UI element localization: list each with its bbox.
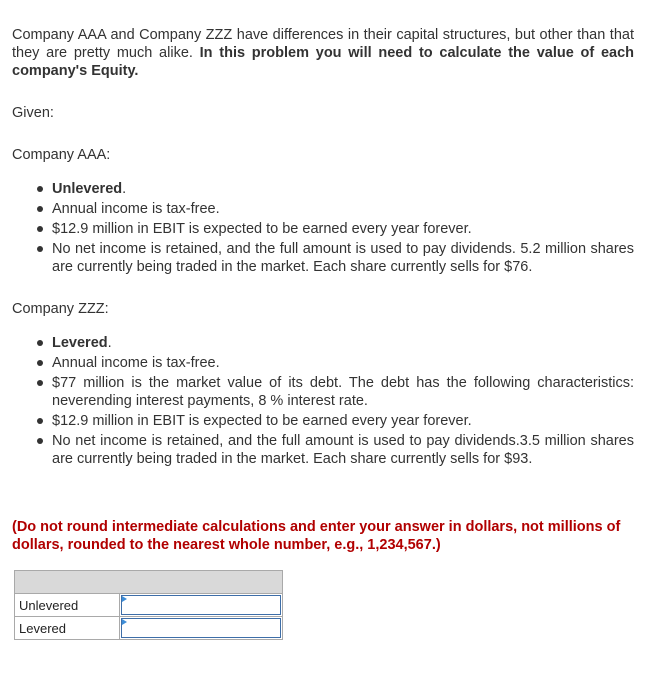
company-aaa-list [12, 180, 634, 276]
list-item: $77 million is the market value of its debt. The debt has the following characteristics: neverending interest payments, 8 % interest rate. [52, 375, 634, 409]
problem-content [12, 26, 634, 554]
list-item: $12.9 million in EBIT is expected to be earned every year forever. [52, 220, 634, 238]
company-zzz-heading: Company ZZZ: [12, 301, 109, 317]
list-item: Unlevered. [52, 180, 634, 198]
answer-table-header [15, 571, 283, 594]
intro-paragraph [12, 26, 634, 80]
table-row [15, 617, 283, 640]
intro-text: Company AAA and Company ZZZ have differences in their capital structures, but other than that they are pretty much alike. [12, 27, 634, 61]
levered-equity-input[interactable] [121, 618, 281, 638]
rounding-instructions: (Do not round intermediate calculations and enter your answer in dollars, not millions of dollars, rounded to the nearest whole number, e.g., 1,234,567.) [12, 519, 621, 553]
input-marker-icon [122, 596, 127, 602]
company-zzz-list [12, 334, 634, 468]
row-label-unlevered: Unlevered [15, 594, 120, 617]
input-marker-icon [122, 619, 127, 625]
answer-table [14, 570, 283, 640]
list-item: Levered. [52, 334, 634, 352]
list-item: No net income is retained, and the full amount is used to pay dividends. 5.2 million shares are currently being traded in the market. Each share currently sells for $76. [52, 241, 634, 275]
row-label-levered: Levered [15, 617, 120, 640]
levered-tag: Levered [52, 335, 108, 351]
unlevered-equity-input[interactable] [121, 595, 281, 615]
header-cell [15, 571, 283, 594]
unlevered-tag: Unlevered [52, 181, 123, 197]
list-item: Annual income is tax-free. [52, 200, 634, 218]
given-label: Given: [12, 105, 54, 121]
list-item: Annual income is tax-free. [52, 354, 634, 372]
list-item: $12.9 million in EBIT is expected to be earned every year forever. [52, 412, 634, 430]
intro-instruction: In this problem you will need to calculate the value of each company's Equity. [12, 45, 634, 79]
levered-equity-input-cell [120, 617, 283, 640]
list-item: No net income is retained, and the full amount is used to pay dividends.3.5 million shares are currently being traded in the market. Each share currently sells for $93. [52, 433, 634, 467]
company-aaa-heading: Company AAA: [12, 147, 111, 163]
unlevered-equity-input-cell [120, 594, 283, 617]
table-row [15, 594, 283, 617]
